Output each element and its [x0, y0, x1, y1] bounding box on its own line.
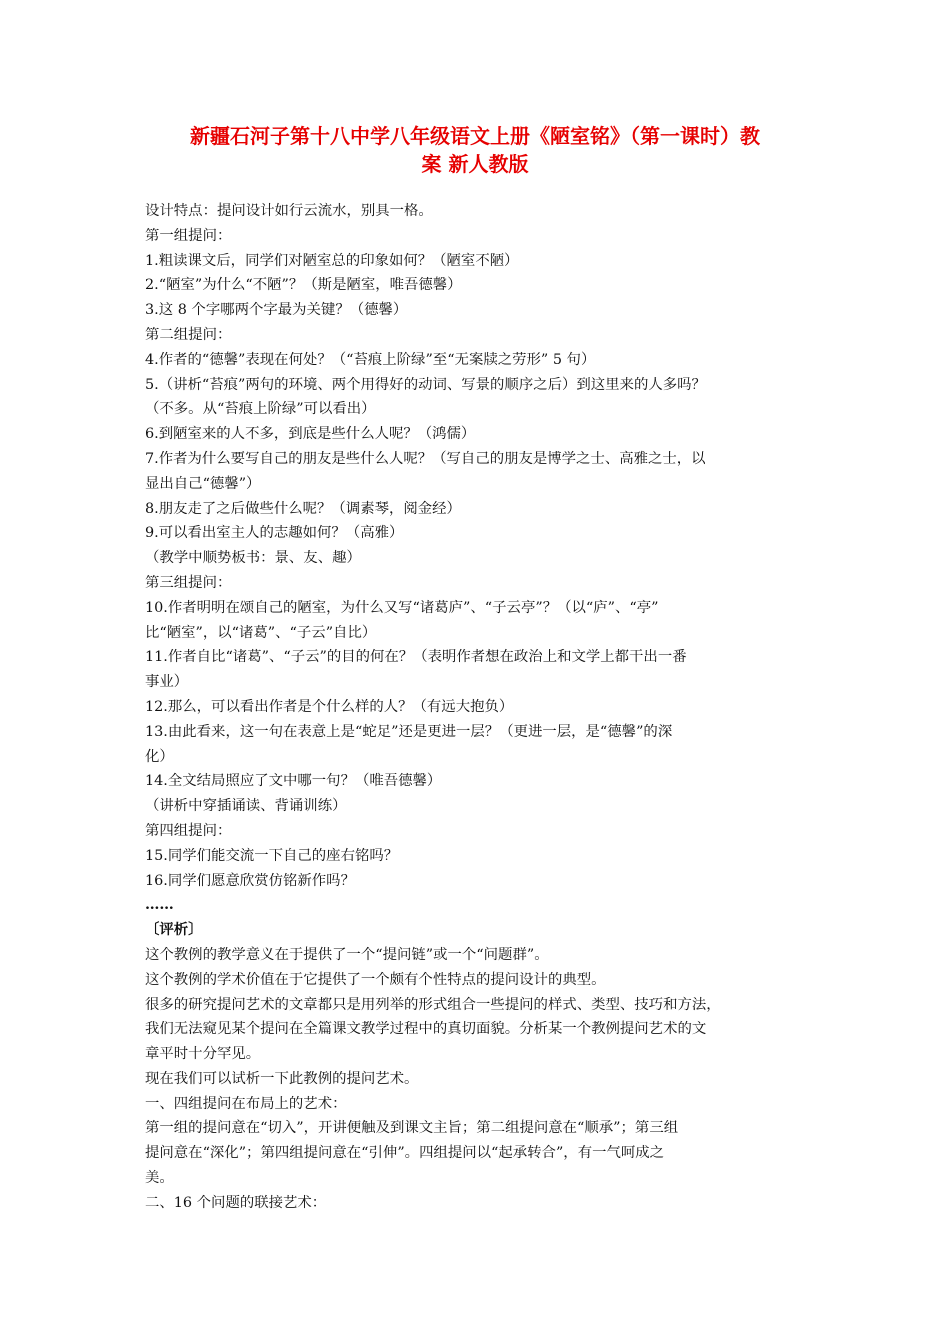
text-line: 5.（讲析“苔痕”两句的环境、两个用得好的动词、写景的顺序之后）到这里来的人多吗？ [145, 376, 706, 393]
text-line: （教学中顺势板书：景、友、趣） [145, 550, 361, 567]
title-line-1: 新疆石河子第十八中学八年级语文上册《陋室铭》（第一课时）教 [190, 124, 760, 148]
section-heading: 第二组提问： [145, 326, 232, 343]
text-line: 6.到陋室来的人不多，到底是些什么人呢？（鸿儒） [145, 426, 476, 443]
document-title [140, 122, 810, 178]
text-line: 11.作者自比“诸葛”、“子云”的目的何在？（表明作者想在政治上和文学上都干出一番 [145, 649, 687, 666]
text-line: 14.全文结局照应了文中哪一句？（唯吾德馨） [145, 773, 442, 790]
text-line: 事业） [145, 674, 189, 691]
text-line: 比“陋室”，以“诸葛”、“子云”自比） [145, 624, 377, 641]
text-line: 7.作者为什么要写自己的朋友是些什么人呢？（写自己的朋友是博学之士、高雅之士，以 [145, 450, 706, 467]
text-line: 9.可以看出室主人的志趣如何？（高雅） [145, 525, 404, 542]
text-line: （讲析中穿插诵读、背诵训练） [145, 798, 347, 815]
text-line: 13.由此看来，这一句在表意上是“蛇足”还是更进一层？（更进一层，是“德馨”的深 [145, 723, 673, 740]
section-heading: 第三组提问： [145, 574, 232, 591]
title-line-2: 案 新人教版 [421, 152, 529, 176]
text-line: 化） [145, 748, 174, 765]
text-line: 12.那么，可以看出作者是个什么样的人？（有远大抱负） [145, 698, 514, 715]
text-line: 现在我们可以试析一下此教例的提问艺术。 [145, 1070, 419, 1087]
text-line: 我们无法窥见某个提问在全篇课文教学过程中的真切面貌。分析某一个教例提问艺术的文 [145, 1021, 707, 1038]
section-heading: 一、四组提问在布局上的艺术： [145, 1095, 347, 1112]
text-line: 第一组的提问意在“切入”，开讲便触及到课文主旨；第二组提问意在“顺承”；第三组 [145, 1120, 679, 1137]
text-line: 2.“陋室”为什么“不陋”？（斯是陋室，唯吾德馨） [145, 277, 462, 294]
text-line: 这个教例的教学意义在于提供了一个“提问链”或一个“问题群”。 [145, 946, 549, 963]
text-line: 16.同学们愿意欣赏仿铭新作吗？ [145, 872, 355, 889]
text-line: 3.这 8 个字哪两个字最为关键？（德馨） [145, 302, 408, 319]
section-heading: 二、16 个问题的联接艺术： [145, 1194, 327, 1211]
document-body [145, 199, 812, 1216]
section-heading: 第四组提问： [145, 822, 232, 839]
text-line: 4.作者的“德馨”表现在何处？（“苔痕上阶绿”至“无案牍之劳形” 5 句） [145, 351, 596, 368]
analysis-heading: 〔评析〕 [145, 921, 203, 939]
text-line: （不多。从“苔痕上阶绿”可以看出） [145, 401, 376, 418]
ellipsis-line: …… [145, 896, 174, 914]
text-line: 这个教例的学术价值在于它提供了一个颇有个性特点的提问设计的典型。 [145, 971, 606, 988]
text-line: 8.朋友走了之后做些什么呢？（调素琴，阅金经） [145, 500, 461, 517]
text-line: 美。 [145, 1170, 174, 1187]
section-heading: 第一组提问： [145, 227, 232, 244]
text-line: 设计特点：提问设计如行云流水，别具一格。 [145, 203, 433, 219]
text-line: 1.粗读课文后，同学们对陋室总的印象如何？（陋室不陋） [145, 252, 519, 269]
text-line: 很多的研究提问艺术的文章都只是用列举的形式组合一些提问的样式、类型、技巧和方法， [145, 996, 721, 1013]
text-line: 显出自己“德馨”） [145, 475, 261, 492]
text-line: 10.作者明明在颂自己的陋室，为什么又写“诸葛庐”、“子云亭”？（以“庐”、“亭” [145, 599, 659, 616]
text-line: 提问意在“深化”；第四组提问意在“引伸”。四组提问以“起承转合”，有一气呵成之 [145, 1145, 665, 1162]
text-line: 15.同学们能交流一下自己的座右铭吗？ [145, 847, 399, 864]
text-line: 章平时十分罕见。 [145, 1046, 261, 1063]
